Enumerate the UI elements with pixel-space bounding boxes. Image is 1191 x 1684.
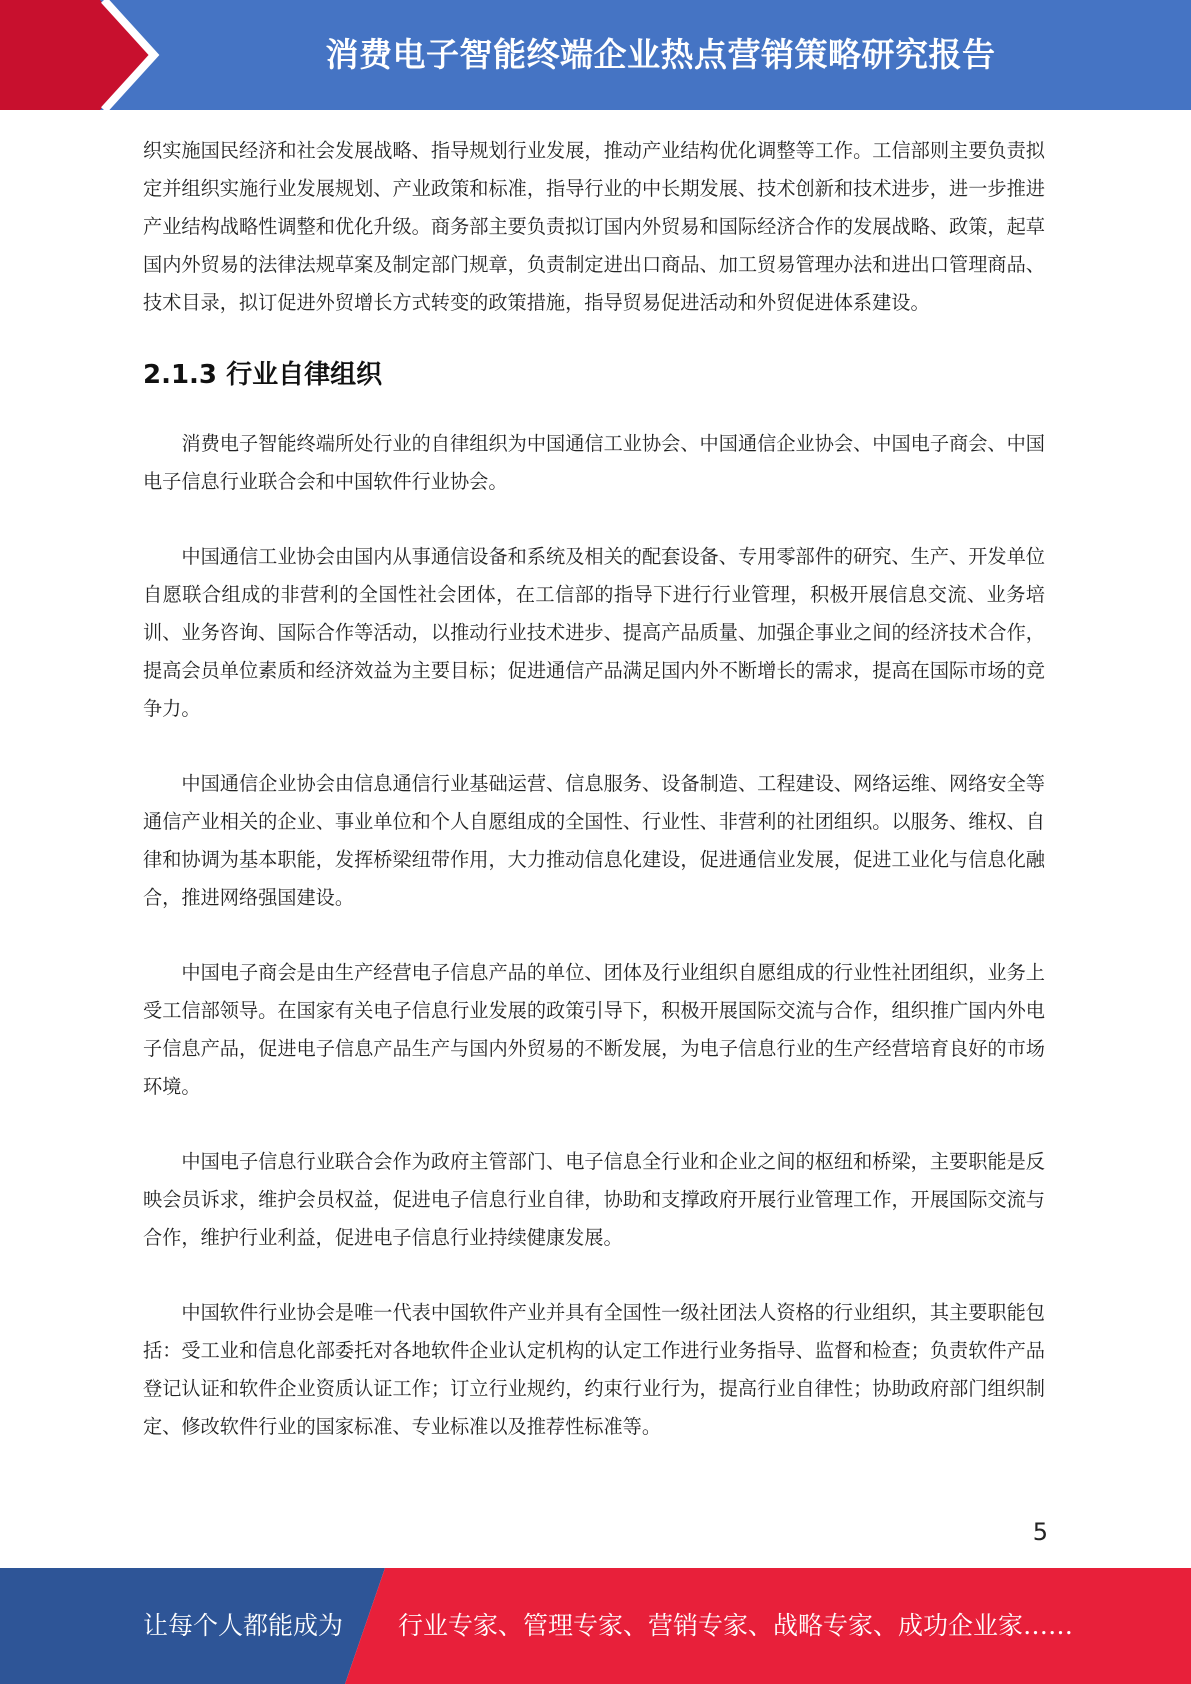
footer-slogan-left: 让每个人都能成为 (143, 1611, 344, 1640)
section-heading: 2.1.3 行业自律组织 (143, 360, 383, 390)
body-paragraph: 消费电子智能终端所处行业的自律组织为中国通信工业协会、中国通信企业协会、中国电子商会、中国电子信息行业联合会和中国软件行业协会。 (143, 432, 1045, 493)
footer-slogan-right: 行业专家、管理专家、营销专家、战略专家、成功企业家…… (398, 1611, 1074, 1640)
body-paragraph: 中国电子信息行业联合会作为政府主管部门、电子信息全行业和企业之间的枢纽和桥梁，主要职能是反映会员诉求，维护会员权益，促进电子信息行业自律，协助和支撑政府开展行业管理工作，开展国际交流与合作，维护行业利益，促进电子信息行业持续健康发展。 (143, 1150, 1045, 1249)
page-number: 5 (1032, 1518, 1048, 1546)
body-paragraph: 中国通信工业协会由国内从事通信设备和系统及相关的配套设备、专用零部件的研究、生产、开发单位自愿联合组成的非营利的全国性社会团体，在工信部的指导下进行行业管理，积极开展信息交流、业务培训、业务咨询、国际合作等活动，以推动行业技术进步、提高产品质量、加强企事业之间的经济技术合作，提高会员单位素质和经济效益为主要目标；促进通信产品满足国内外不断增长的需求，提高在国际市场的竞争力。 (143, 545, 1045, 720)
body-paragraph: 中国软件行业协会是唯一代表中国软件产业并具有全国性一级社团法人资格的行业组织，其主要职能包括：受工业和信息化部委托对各地软件企业认定机构的认定工作进行业务指导、监督和检查；负责软件产品登记认证和软件企业资质认证工作；订立行业规约，约束行业行为，提高行业自律性；协助政府部门组织制定、修改软件行业的国家标准、专业标准以及推荐性标准等。 (143, 1301, 1045, 1438)
intro-paragraph: 织实施国民经济和社会发展战略、指导规划行业发展，推动产业结构优化调整等工作。工信部则主要负责拟定并组织实施行业发展规划、产业政策和标准，指导行业的中长期发展、技术创新和技术进步，进一步推进产业结构战略性调整和优化升级。商务部主要负责拟订国内外贸易和国际经济合作的发展战略、政策，起草国内外贸易的法律法规草案及制定部门规章，负责制定进出口商品、加工贸易管理办法和进出口管理商品、技术目录，拟订促进外贸增长方式转变的政策措施，指导贸易促进活动和外贸促进体系建设。 (143, 139, 1045, 314)
body-paragraph: 中国电子商会是由生产经营电子信息产品的单位、团体及行业组织自愿组成的行业性社团组织，业务上受工信部领导。在国家有关电子信息行业发展的政策引导下，积极开展国际交流与合作，组织推广国内外电子信息产品，促进电子信息产品生产与国内外贸易的不断发展，为电子信息行业的生产经营培育良好的市场环境。 (143, 961, 1045, 1098)
page-header-band (0, 0, 1191, 110)
body-paragraph: 中国通信企业协会由信息通信行业基础运营、信息服务、设备制造、工程建设、网络运维、网络安全等通信产业相关的企业、事业单位和个人自愿组成的全国性、行业性、非营利的社团组织。以服务、维权、自律和协调为基本职能，发挥桥梁纽带作用，大力推动信息化建设，促进通信业发展，促进工业化与信息化融合，推进网络强国建设。 (143, 772, 1045, 909)
report-title: 消费电子智能终端企业热点营销策略研究报告 (325, 35, 996, 74)
document-body (143, 132, 1045, 1446)
page-footer-band (0, 1568, 1191, 1684)
